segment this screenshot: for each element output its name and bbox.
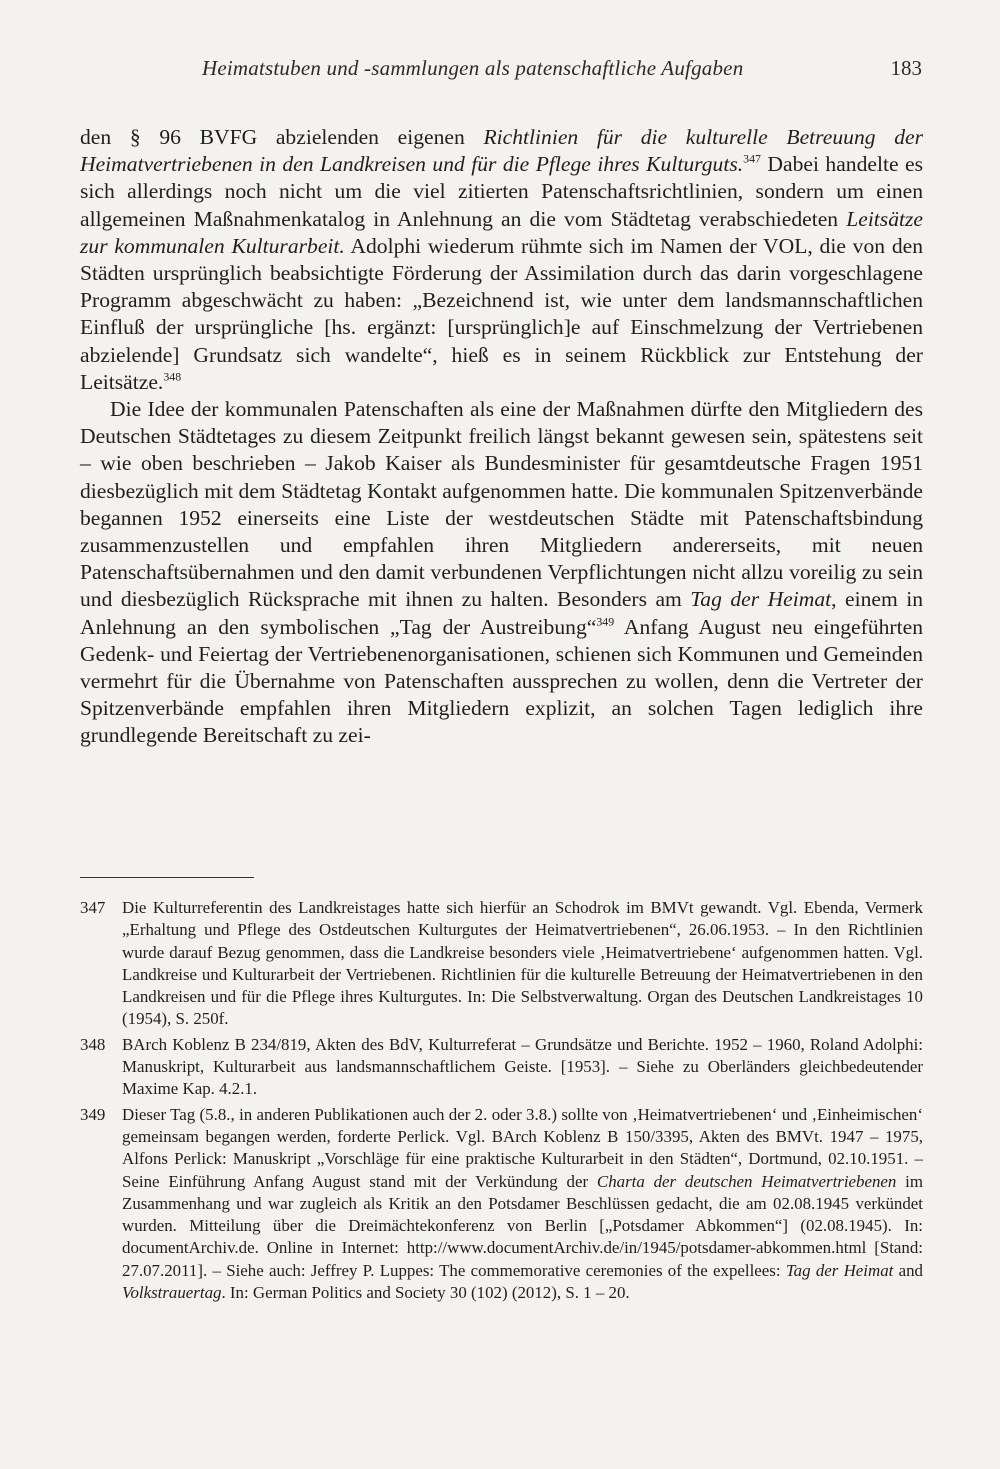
footnote-separator (80, 877, 254, 878)
text-run: and (893, 1260, 923, 1280)
footnote (80, 1104, 923, 1305)
footnote-number: 349 (80, 1104, 106, 1124)
text-run: den § 96 BVFG abzielenden eigenen (80, 125, 484, 149)
text-run: Anfang August neu eingeführten Gedenk- und Feiertag der Vertriebenenorganisationen, schienen sich Kommunen und Gemeinden vermehrt für die Übernahme von Patenschaften aussprechen zu wollen, denn die Vertreter der Spitzenverbände empfahlen ihren Mitgliedern explizit, an solchen Tagen lediglich ihre grundlegende Bereitschaft zu zei- (80, 614, 923, 748)
paragraph (80, 396, 923, 750)
text-run: Adolphi wiederum rühmte sich im Namen der VOL, die von den Städten ursprünglich beabsichtigte Förderung der Assimilation durch das darin vorgeschlagene Programm abgeschwächt zu haben: „Bezeichnend ist, wie unter dem landsmannschaftlichen Einfluß der ursprüngliche [hs. ergänzt: [ursprünglich]e auf Einschmelzung der Vertriebenen abzielende] Grundsatz sich wandelte“, hieß es in seinem Rückblick zur Entstehung der Leitsätze. (80, 233, 923, 394)
text-run: Die Idee der kommunalen Patenschaften als eine der Maßnahmen dürfte den Mitgliedern des Deutschen Städtetages zu diesem Zeitpunkt freilich längst bekannt gewesen sein, spätestens seit – wie oben beschrieben – Jakob Kaiser als Bundesminister für gesamtdeutsche Fragen 1951 diesbezüglich mit dem Städtetag Kontakt aufgenommen hatte. Die kommunalen Spitzenverbände begannen 1952 einerseits eine Liste der westdeutschen Städte mit Patenschaftsbindung zusammenzustellen und empfahlen ihren Mitgliedern andererseits, mit neuen Patenschaftsübernahmen und den damit verbundenen Verpflichtungen nicht allzu voreilig zu sein und diesbezüglich Rücksprache mit ihnen zu halten. Besonders am (80, 397, 923, 612)
footnote-text: Die Kulturreferentin des Landkreistages hatte sich hierfür an Schodrok im BMVt gewandt. Vgl. Ebenda, Vermerk „Erhaltung und Pflege des Ostdeutschen Kulturgutes der Heimatvertriebenen“, 26.06.1953. – In den Richtlinien wurde darauf Bezug genommen, dass die Landkreise besonders viele ‚Heimatvertriebene‘ aufgenommen hatten. Vgl. Landkreise und Kulturarbeit der Vertriebenen. Richtlinien für die kulturelle Betreuung der Heimatvertriebenen in den Landkreisen und für die Pflege ihres Kulturgutes. In: Die Selbstverwaltung. Organ des Deutschen Landkreistages 10 (1954), S. 250f. (122, 898, 923, 1029)
footnote-ref: 347 (743, 151, 761, 166)
footnote-text: BArch Koblenz B 234/819, Akten des BdV, Kulturreferat – Grundsätze und Berichte. 1952 – 1960, Roland Adolphi: Manuskript, Kulturarbeit aus landsmannschaftlichem Geiste. [1953]. – Siehe zu Oberländers gleichbedeutender Maxime Kap. 4.2.1. (122, 1034, 923, 1099)
text-run: Dieser Tag (5.8., in anderen Publikationen auch der 2. oder 3.8.) sollte von ‚Heimatvertriebenen‘ und ‚Einheimischen‘ gemeinsam begangen werden, forderte Perlick. Vgl. BArch Koblenz B 150/3395, Akten des BMVt. 1947 – 1975, Alfons Perlick: Manuskript „Vorschläge für eine praktische Kulturarbeit in den Städten“, Dortmund, 02.10.1951. – Seine Einführung Anfang August stand mit der Verkündung der (122, 1104, 923, 1191)
italic-title: Charta der deutschen Heimatvertriebenen (596, 1171, 897, 1191)
footnote-ref: 348 (163, 369, 182, 384)
italic-term: Volkstrauertag (122, 1283, 222, 1303)
paragraph (80, 124, 923, 396)
footnote (80, 897, 923, 1031)
footnotes (80, 897, 923, 1307)
text-run: , einem in Anlehnung an den symbolischen „Tag der Austreibung“ (80, 587, 923, 639)
italic-title: Richtlinien für die kulturelle Betreuung der Heimatvertriebenen in den Landkreisen und für die Pflege ihres Kulturguts. (80, 125, 924, 177)
running-title: Heimatstuben und -sammlungen als patenschaftliche Aufgaben (202, 56, 744, 80)
footnote-number: 348 (80, 1034, 106, 1054)
footnote-ref: 349 (596, 614, 615, 629)
footnote (80, 1034, 923, 1101)
italic-title: Leitsätze zur kommunalen Kulturarbeit. (80, 206, 923, 258)
footnote-text (122, 1104, 923, 1305)
italic-term: Tag der Heimat (785, 1260, 894, 1280)
page-header (80, 56, 922, 90)
body-text (80, 124, 923, 750)
text-run: . In: German Politics and Society 30 (102) (2012), S. 1 – 20. (221, 1283, 630, 1303)
italic-term: Tag der Heimat (690, 587, 832, 612)
text-run: Dabei handelte es sich allerdings noch nicht um die viel zitierten Patenschaftsrichtlinien, sondern um einen allgemeinen Maßnahmenkatalog in Anlehnung an die vom Städtetag verabschiedeten (80, 152, 923, 231)
text-run: im Zusammenhang und war zugleich als Kritik an den Potsdamer Beschlüssen gedacht, die am 02.08.1945 verkündet wurden. Mitteilung über die Dreimächtekonferenz von Berlin [„Potsdamer Abkommen“] (02.08.1945). In: documentArchiv.de. Online in Internet: http://www.documentArchiv.de/in/1945/potsdamer-abkommen.html [Stand: 27.07.2011]. – Siehe auch: Jeffrey P. Luppes: The commemorative ceremonies of the expellees: (122, 1171, 924, 1280)
footnote-number: 347 (80, 898, 106, 917)
page-number: 183 (890, 56, 922, 80)
